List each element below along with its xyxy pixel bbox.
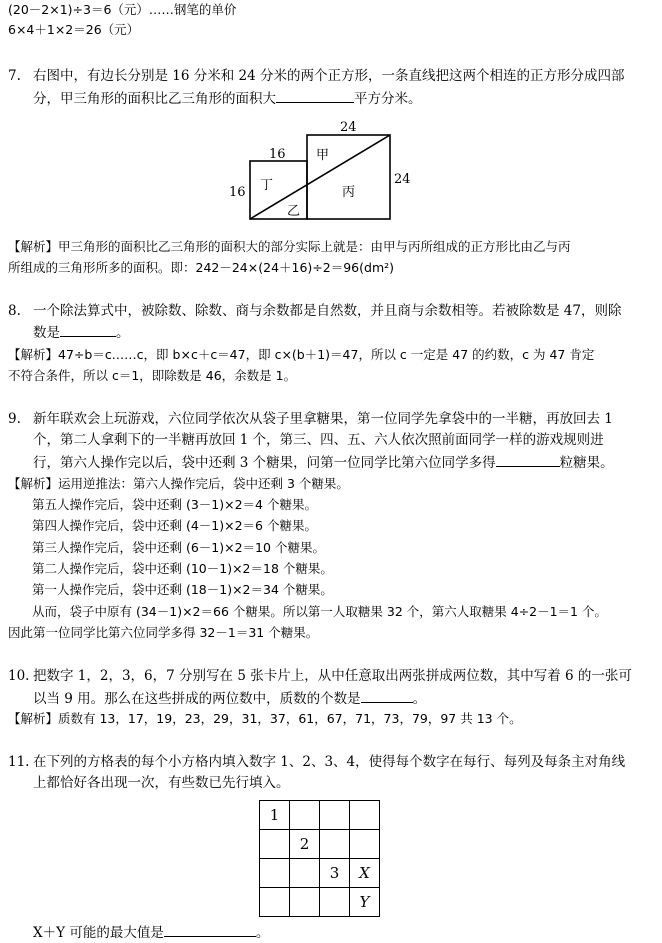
q10-solution: 【解析】质数有 13，17，19，23，29，31，37，61，67，71，73，79，97 共 13 个。: [8, 711, 522, 726]
q7-solution-2: 所组成的三角形所多的面积。即：242－24×(24＋16)÷2＝96(dm²): [8, 260, 395, 275]
grid-cell: [320, 888, 350, 917]
q9-solution-1: 【解析】运用逆推法：第六人操作完后，袋中还剩 3 个糖果。: [8, 476, 349, 491]
q7-figure: [222, 116, 422, 228]
label-jia: 甲: [316, 148, 330, 163]
q8-solution-1: 【解析】47÷b＝c……c，即 b×c＋c＝47，即 c×(b＋1)＝47，所以 c 一定是 47 的约数，c 为 47 肯定: [8, 347, 595, 362]
grid-cell: [290, 801, 320, 830]
q11-text-1: 在下列的方格表的每个小方格内填入数字 1、2、3、4，使得每个数字在每行、每列及每条主对角线: [33, 754, 626, 770]
q7-answer-blank: [276, 88, 354, 103]
q10-number: 10.: [8, 668, 30, 684]
q7-text-2: 分，甲三角形的面积比乙三角形的面积大 平方分米。: [33, 88, 422, 109]
q11-grid: [259, 800, 380, 917]
q9-text-3: 行，第六人操作完以后，袋中还剩 3 个糖果，问第一位同学比第六位同学多得 粒糖果。: [33, 452, 614, 473]
grid-cell: [290, 888, 320, 917]
grid-cell: [260, 830, 290, 859]
q9-solution-5: 第二人操作完后，袋中还剩 (10－1)×2＝18 个糖果。: [32, 561, 333, 576]
q8-text-2: 数是 。: [33, 322, 130, 343]
q8-number: 8.: [8, 303, 21, 319]
grid-cell: 2: [290, 830, 320, 859]
label-16-top: 16: [269, 147, 286, 162]
q11-number: 11.: [8, 754, 30, 770]
grid-row: [260, 830, 380, 859]
q9-solution-3: 第四人操作完后，袋中还剩 (4－1)×2＝6 个糖果。: [32, 518, 317, 533]
q11-text-2: 上都恰好各出现一次，有些数已先行填入。: [33, 775, 290, 791]
grid-row: [260, 888, 380, 917]
grid-cell: [290, 859, 320, 888]
prev-line-2: 6×4＋1×2＝26（元）: [8, 22, 140, 37]
q7-number: 7.: [8, 68, 21, 84]
label-24-top: 24: [340, 120, 357, 135]
q9-solution-6: 第一人操作完后，袋中还剩 (18－1)×2＝34 个糖果。: [32, 582, 333, 597]
q8-solution-2: 不符合条件，所以 c＝1，即除数是 46，余数是 1。: [8, 368, 297, 383]
label-bing: 丙: [342, 185, 356, 200]
q8-text-1: 一个除法算式中，被除数、除数、商与余数都是自然数，并且商与余数相等。若被除数是 47，则除: [33, 303, 622, 319]
grid-cell: [260, 888, 290, 917]
q9-solution-2: 第五人操作完后，袋中还剩 (3－1)×2＝4 个糖果。: [32, 497, 317, 512]
q9-text-1: 新年联欢会上玩游戏，六位同学依次从袋子里拿糖果，第一位同学先拿袋中的一半糖，再放回去 1: [33, 411, 613, 427]
grid-cell: [260, 859, 290, 888]
grid-cell: [320, 830, 350, 859]
label-yi: 乙: [287, 204, 301, 219]
grid-cell-y: Y: [350, 888, 380, 917]
grid-row: [260, 801, 380, 830]
grid-cell: 1: [260, 801, 290, 830]
q7-solution-1: 【解析】甲三角形的面积比乙三角形的面积大的部分实际上就是：由甲与丙所组成的正方形比由乙与丙: [8, 239, 571, 254]
q9-text-2: 个，第二人拿剩下的一半糖再放回 1 个，第三、四、五、六人依次照前面同学一样的游戏规则进: [33, 432, 604, 448]
q9-solution-8: 因此第一位同学比第六位同学多得 32－1＝31 个糖果。: [8, 625, 319, 640]
grid-cell: [350, 830, 380, 859]
q10-text-2: 以当 9 用。那么在这些拼成的两位数中，质数的个数是 。: [33, 688, 426, 709]
grid-cell: 3: [320, 859, 350, 888]
q11-answer-line: X＋Y 可能的最大值是 。: [33, 922, 269, 943]
q9-solution-7: 从而，袋子中原有 (34－1)×2＝66 个糖果。所以第一人取糖果 32 个，第六人取糖果 4÷2－1＝1 个。: [32, 604, 607, 619]
grid-row: [260, 859, 380, 888]
q8-answer-blank: [60, 322, 116, 337]
prev-line-1: (20－2×1)÷3＝6（元）……钢笔的单价: [8, 2, 237, 17]
q9-answer-blank: [496, 452, 560, 467]
label-ding: 丁: [260, 178, 274, 193]
q9-number: 9.: [8, 411, 21, 427]
q10-text-1: 把数字 1，2，3，6，7 分别写在 5 张卡片上，从中任意取出两张拼成两位数，其中写着 6 的一张可: [33, 668, 632, 684]
label-16-left: 16: [229, 185, 246, 200]
grid-cell: [350, 801, 380, 830]
q9-solution-4: 第三人操作完后，袋中还剩 (6－1)×2＝10 个糖果。: [32, 540, 325, 555]
q10-answer-blank: [361, 688, 413, 703]
q11-answer-blank: [164, 922, 256, 937]
grid-cell-x: X: [350, 859, 380, 888]
grid-cell: [320, 801, 350, 830]
q7-text-1: 右图中，有边长分别是 16 分米和 24 分米的两个正方形，一条直线把这两个相连的正方形分成四部: [33, 68, 625, 84]
label-24-right: 24: [394, 172, 411, 187]
